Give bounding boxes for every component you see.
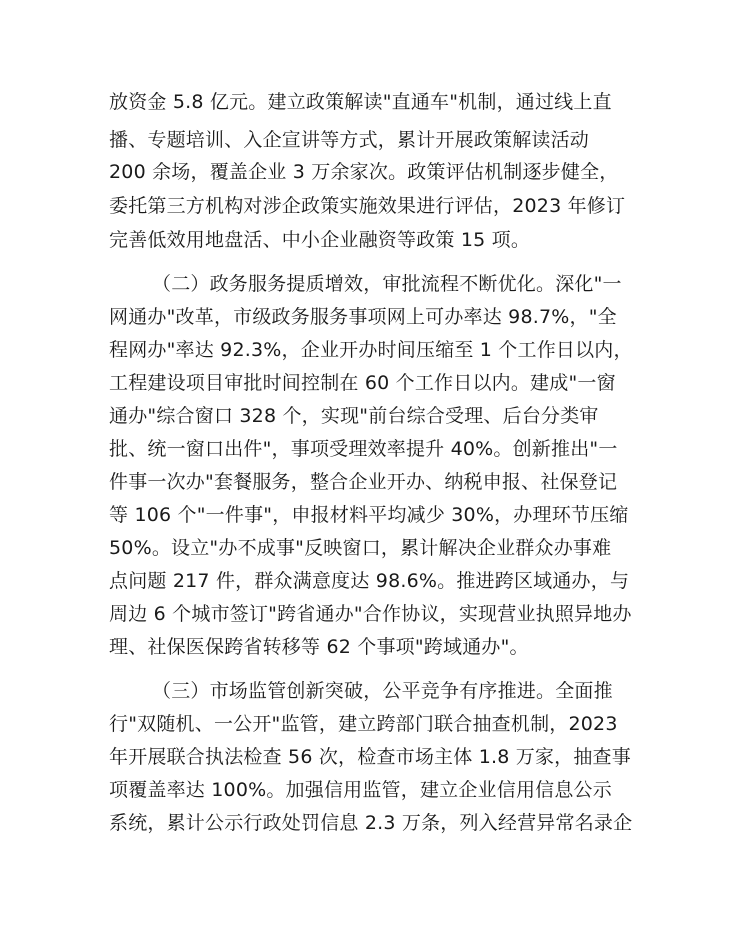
paragraph-3-line: 系统，累计公示行政处罚信息 2.3 万条，列入经营异常名录企	[109, 812, 633, 834]
paragraph-2-line: 件事一次办"套餐服务，整合企业开办、纳税申报、社保登记	[109, 471, 618, 493]
paragraph-2-line: 等 106 个"一件事"，申报材料平均减少 30%，办理环节压缩	[109, 504, 629, 526]
paragraph-2-line: （二）政务服务提质增效，审批流程不断优化。深化"一	[152, 273, 622, 295]
paragraph-3-line: 项覆盖率达 100%。加强信用监管，建立企业信用信息公示	[109, 779, 612, 801]
paragraph-1-line: 完善低效用地盘活、中小企业融资等政策 15 项。	[109, 229, 531, 251]
paragraph-3-line: （三）市场监管创新突破，公平竞争有序推进。全面推	[152, 680, 613, 702]
paragraph-2-line: 批、统一窗口出件"，事项受理效率提升 40%。创新推出"一	[109, 438, 618, 460]
paragraph-2-line: 周边 6 个城市签订"跨省通办"合作协议，实现营业执照异地办	[109, 603, 632, 625]
paragraph-1-line: 200 余场，覆盖企业 3 万余家次。政策评估机制逐步健全，	[109, 161, 619, 183]
paragraph-2-line: 程网办"率达 92.3%，企业开办时间压缩至 1 个工作日以内，	[109, 339, 633, 361]
paragraph-2-line: 点问题 217 件，群众满意度达 98.6%。推进跨区域通办，与	[109, 570, 630, 592]
paragraph-2-line: 50%。设立"办不成事"反映窗口，累计解决企业群众办事难	[109, 537, 612, 559]
paragraph-2-line: 通办"综合窗口 328 个，实现"前台综合受理、后台分类审	[109, 405, 599, 427]
paragraph-2-line: 网通办"改革，市级政务服务事项网上可办率达 98.7%，"全	[109, 306, 617, 328]
paragraph-1-line: 播、专题培训、入企宣讲等方式，累计开展政策解读活动	[109, 129, 590, 151]
paragraph-1-line: 委托第三方机构对涉企政策实施效果进行评估，2023 年修订	[109, 195, 626, 217]
paragraph-2-line: 理、社保医保跨省转移等 62 个事项"跨域通办"。	[109, 636, 529, 658]
paragraph-3-line: 年开展联合执法检查 56 次，检查市场主体 1.8 万家，抽查事	[109, 746, 631, 768]
paragraph-1-line: 放资金 5.8 亿元。建立政策解读"直通车"机制，通过线上直	[109, 91, 612, 113]
paragraph-3-line: 行"双随机、一公开"监管，建立跨部门联合抽查机制，2023	[109, 713, 618, 735]
paragraph-2-line: 工程建设项目审批时间控制在 60 个工作日以内。建成"一窗	[109, 372, 616, 394]
